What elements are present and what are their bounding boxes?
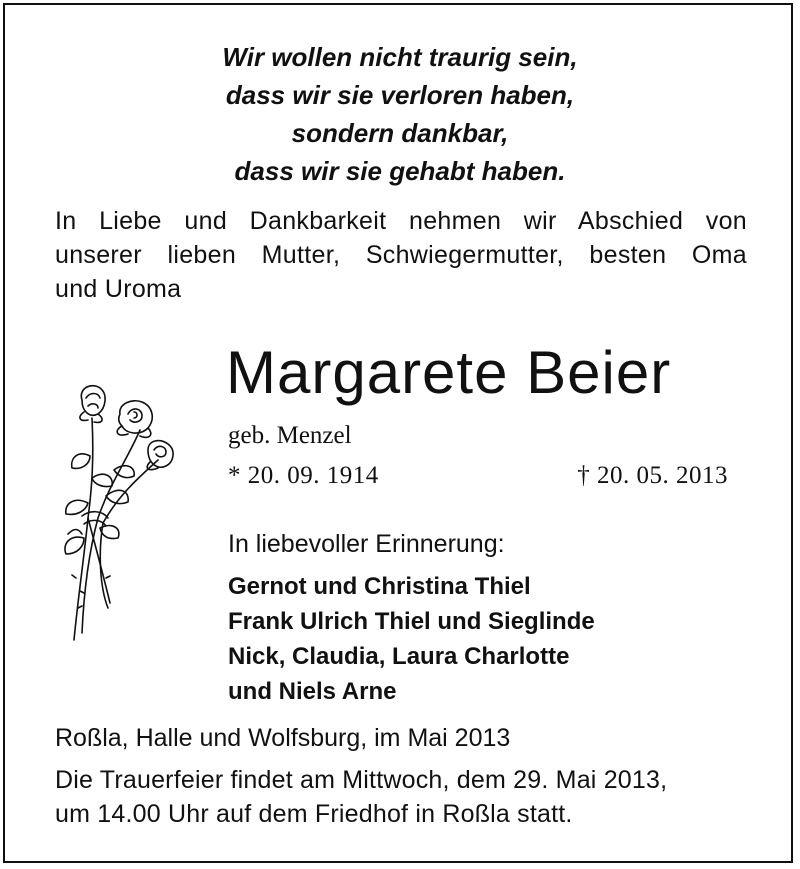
farewell-intro: [55, 204, 747, 306]
death-date: † 20. 05. 2013: [577, 462, 728, 489]
family-signatories: [228, 569, 595, 709]
memory-label: In liebevoller Erinnerung:: [228, 530, 505, 558]
deceased-name: Margarete Beier: [226, 339, 672, 406]
quote-line: sondern dankbar,: [291, 118, 509, 148]
family-line: Nick, Claudia, Laura Charlotte: [228, 643, 570, 670]
roses-bouquet-icon: [48, 378, 183, 648]
maiden-name: geb. Menzel: [228, 422, 352, 449]
intro-line: und Uroma: [55, 275, 182, 303]
place-and-date: Roßla, Halle und Wolfsburg, im Mai 2013: [55, 724, 511, 752]
family-line: Gernot und Christina Thiel: [228, 573, 531, 600]
memorial-quote: [0, 38, 800, 190]
intro-line: unserer lieben Mutter, Schwiegermutter, besten Oma: [55, 241, 747, 269]
quote-line: dass wir sie verloren haben,: [225, 80, 575, 110]
quote-line: Wir wollen nicht traurig sein,: [222, 42, 578, 72]
intro-line: In Liebe und Dankbarkeit nehmen wir Abschied von: [55, 207, 747, 235]
quote-line: dass wir sie gehabt haben.: [234, 156, 566, 186]
funeral-line: Die Trauerfeier findet am Mittwoch, dem 29. Mai 2013,: [55, 766, 668, 794]
birth-date: * 20. 09. 1914: [228, 462, 379, 489]
family-line: Frank Ulrich Thiel und Sieglinde: [228, 608, 595, 635]
funeral-info: [55, 763, 667, 831]
family-line: und Niels Arne: [228, 678, 397, 705]
funeral-line: um 14.00 Uhr auf dem Friedhof in Roßla statt.: [55, 800, 573, 828]
